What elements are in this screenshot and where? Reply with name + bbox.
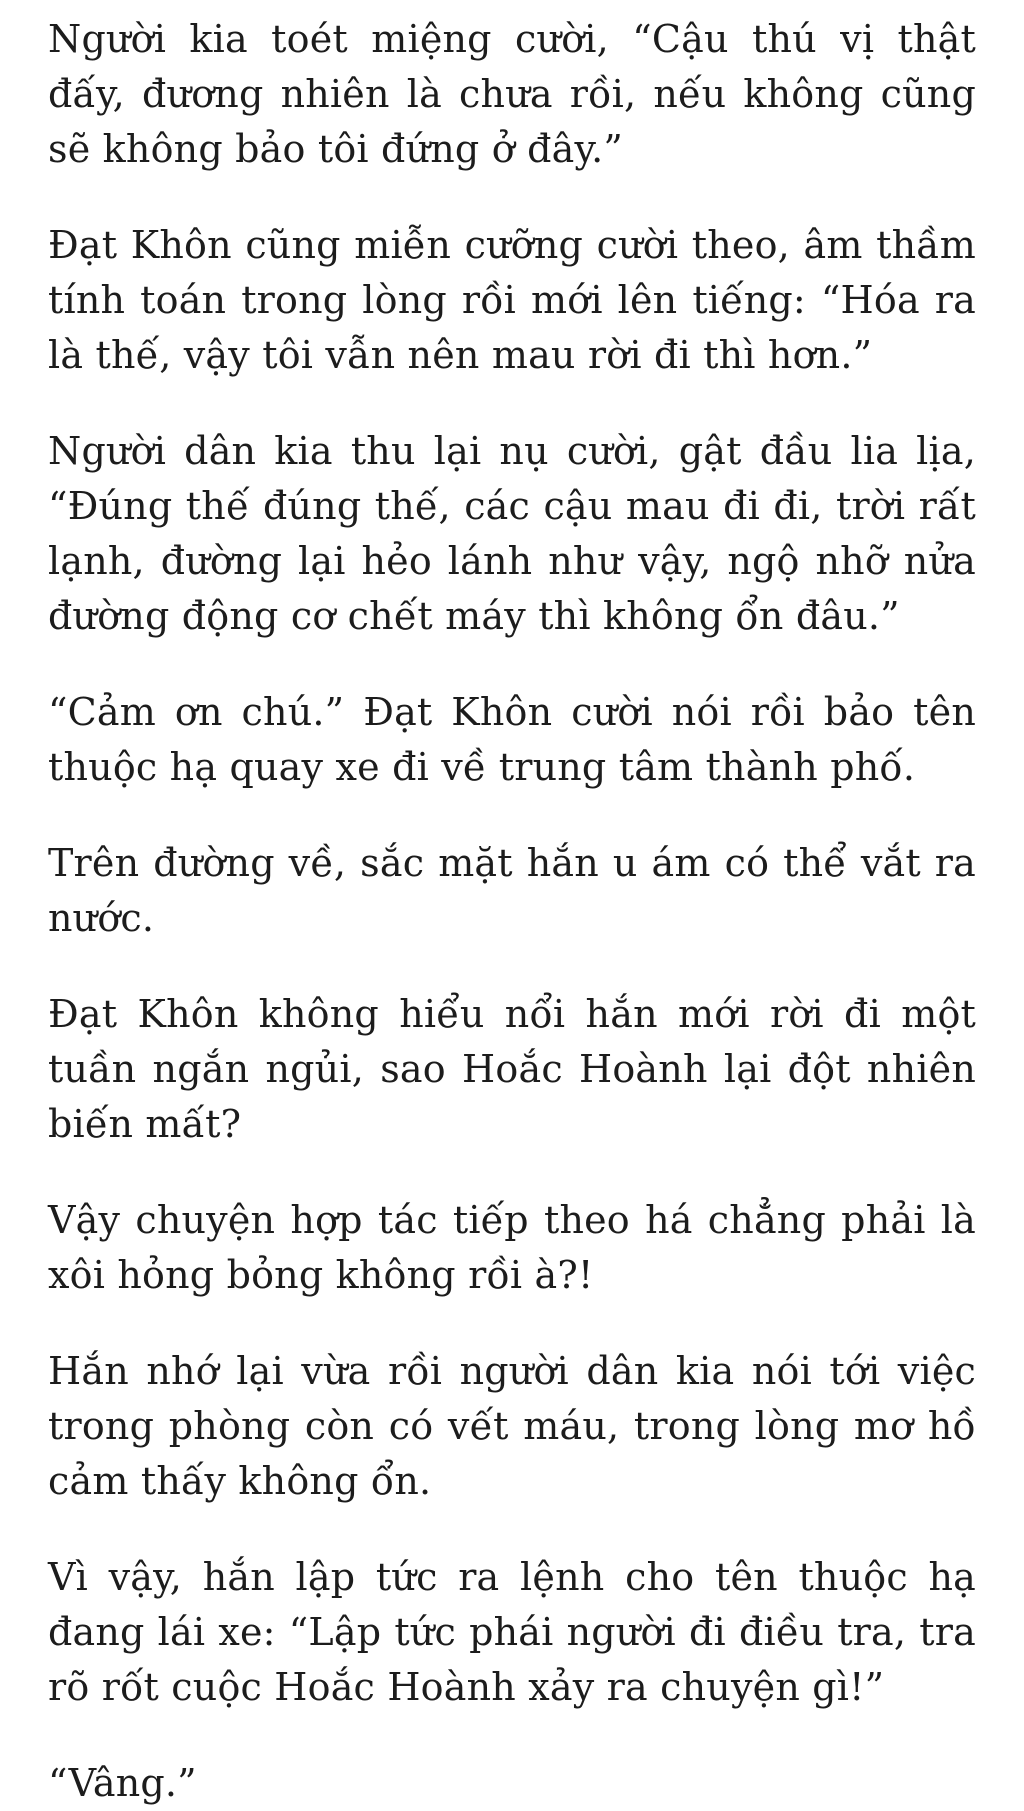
paragraph-3: Người dân kia thu lại nụ cười, gật đầu lia lịa, “Đúng thế đúng thế, các cậu mau đi đi, trời rất lạnh, đường lại hẻo lánh như vậy, ngộ nhỡ nửa đường động cơ chết máy thì không ổn đâu.” [48, 429, 976, 638]
paragraph-6: Đạt Khôn không hiểu nổi hắn mới rời đi một tuần ngắn ngủi, sao Hoắc Hoành lại đột nhiên biến mất? [48, 992, 976, 1146]
paragraph-7: Vậy chuyện hợp tác tiếp theo há chẳng phải là xôi hỏng bỏng không rồi à?! [48, 1198, 976, 1297]
story-text [48, 12, 976, 1811]
paragraph-5: Trên đường về, sắc mặt hắn u ám có thể vắt ra nước. [48, 841, 976, 940]
paragraph-10: “Vâng.” [48, 1761, 197, 1805]
paragraph-9: Vì vậy, hắn lập tức ra lệnh cho tên thuộc hạ đang lái xe: “Lập tức phái người đi điều tra, tra rõ rốt cuộc Hoắc Hoành xảy ra chuyện gì!” [48, 1555, 976, 1709]
paragraph-4: “Cảm ơn chú.” Đạt Khôn cười nói rồi bảo tên thuộc hạ quay xe đi về trung tâm thành phố. [48, 690, 976, 789]
paragraph-2: Đạt Khôn cũng miễn cưỡng cười theo, âm thầm tính toán trong lòng rồi mới lên tiếng: “Hóa ra là thế, vậy tôi vẫn nên mau rời đi thì hơn.” [48, 223, 976, 377]
paragraph-1: Người kia toét miệng cười, “Cậu thú vị thật đấy, đương nhiên là chưa rồi, nếu không cũng sẽ không bảo tôi đứng ở đây.” [48, 17, 976, 171]
paragraph-8: Hắn nhớ lại vừa rồi người dân kia nói tới việc trong phòng còn có vết máu, trong lòng mơ hồ cảm thấy không ổn. [48, 1349, 976, 1503]
